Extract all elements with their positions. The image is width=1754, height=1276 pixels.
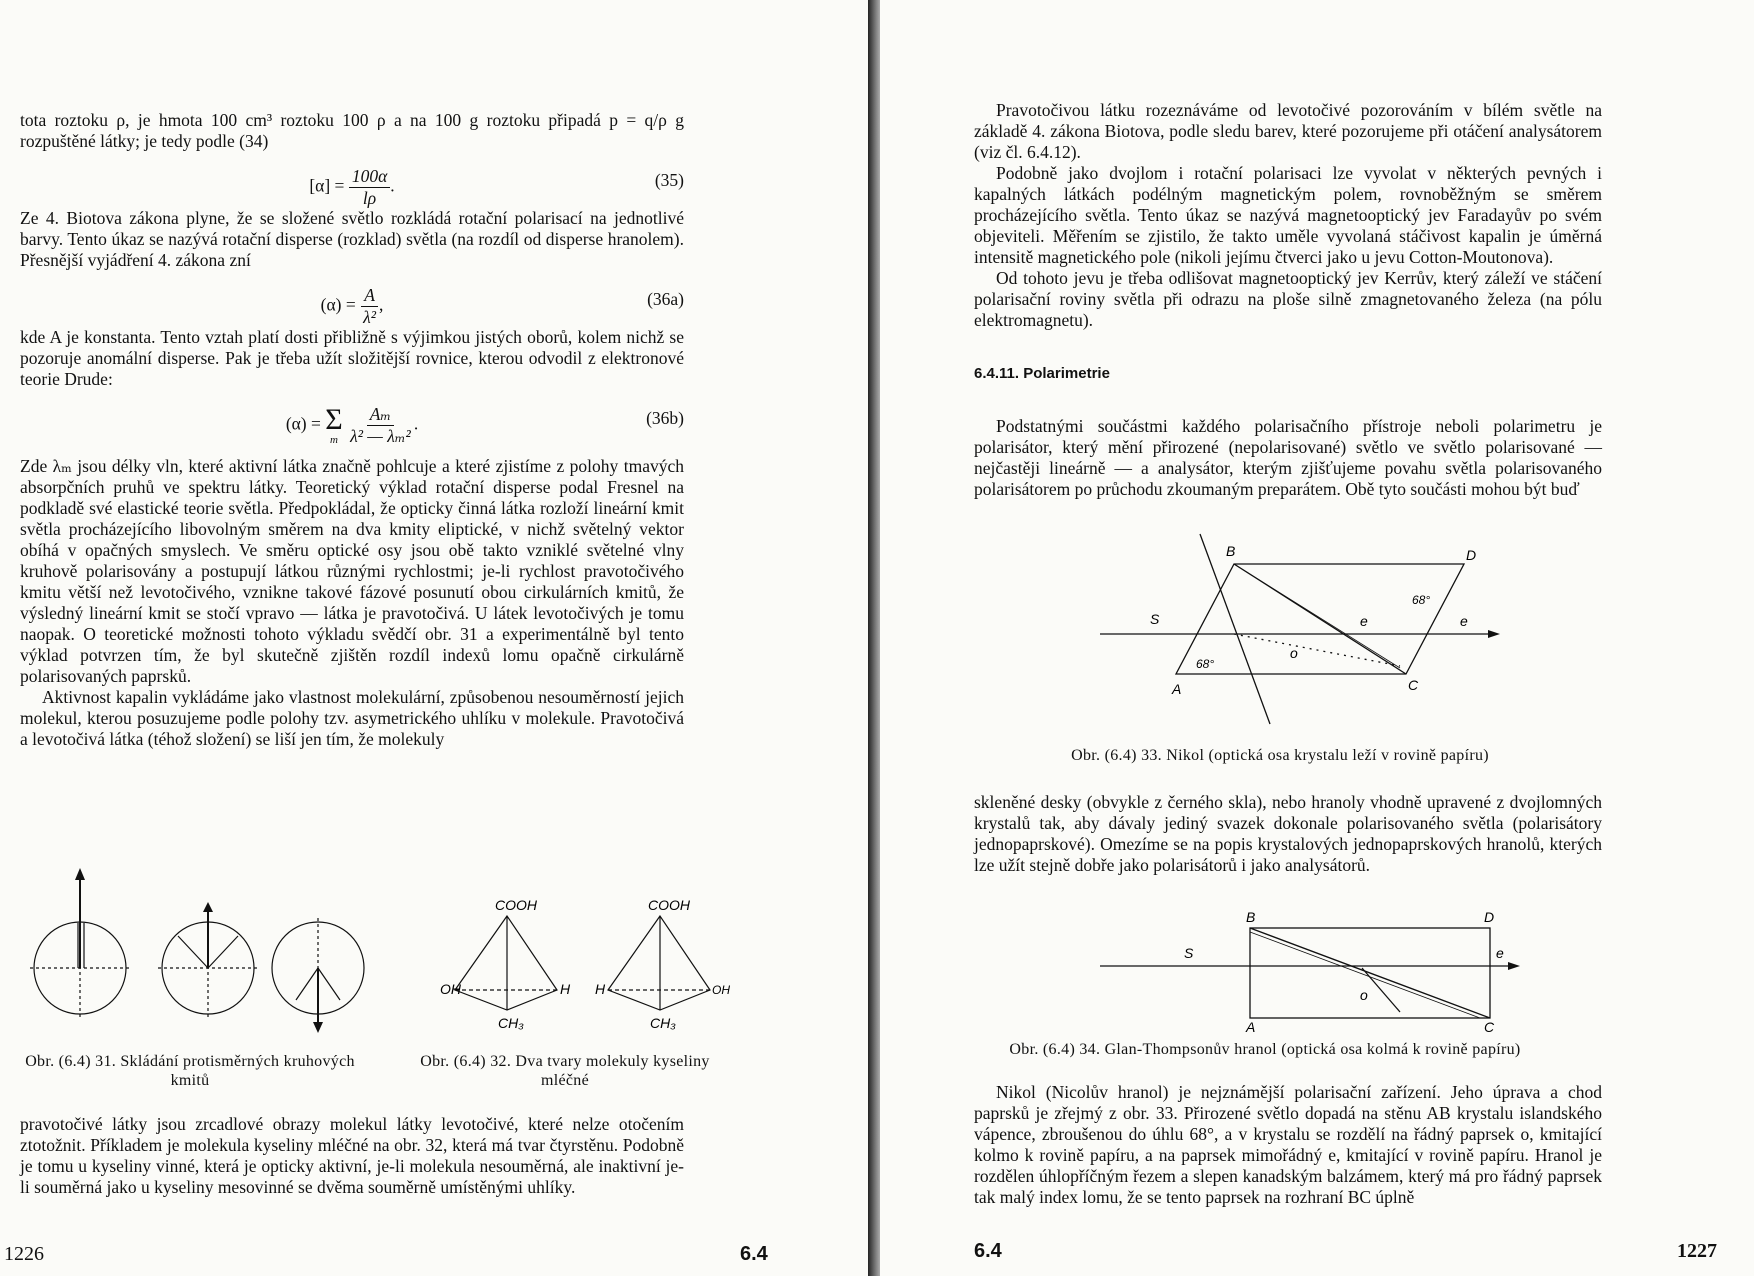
right-para-2: Podobně jako dvojlom i rotační polarisaci lze vyvolat v některých pevných i kapalných látkách podélným magnetickým polem, rovnoběžným se směrem procházejícího světla. Tento úkaz se nazývá magnetooptický jev Faradayův po svém objeviteli. Měřením se zjistilo, že takto uměle vyvolaná stáčivost kapalin je úměrná intensitě magnetického pole (nikoli jejímu čtverci jako u jevu Cotton-Moutonova).	[974, 163, 1602, 267]
right-page	[880, 0, 1754, 1276]
label-d: D	[1484, 909, 1495, 925]
right-para-3: Od tohoto jevu je třeba odlišovat magnetooptický jev Kerrův, který záleží ve stáčení polarisační roviny světla při odrazu na ploše silně zmagnetovaného železa (na pólu elektromagnetu).	[974, 268, 1602, 330]
label-cooh-1: COOH	[495, 897, 537, 913]
label-o: o	[1290, 645, 1298, 661]
label-a: A	[1172, 681, 1182, 697]
label-b: B	[1246, 909, 1256, 925]
label-angle-top: 68°	[1412, 593, 1431, 607]
label-c: C	[1408, 677, 1419, 693]
section-number: 6.4	[740, 1243, 768, 1265]
left-para-1: tota roztoku ρ, je hmota 100 cm³ roztoku 100 ρ a na 100 g roztoku připadá p = q/ρ g rozpuštěné látky; je tedy podle (34)	[20, 110, 684, 151]
label-h-1: H	[560, 981, 571, 997]
left-para-5: Aktivnost kapalin vykládáme jako vlastnost molekulární, způsobenou nesouměrností jejich molekul, kterou posuzujeme podle polohy tzv. asymetrického uhlíku v molekule. Pravotočivá a levotočivá látka (téhož složení) se liší jen tím, že molekuly	[20, 687, 684, 749]
right-text-middle	[974, 792, 1602, 876]
left-text-bottom	[20, 1114, 684, 1198]
right-text-bottom	[974, 1082, 1602, 1208]
label-s: S	[1184, 945, 1194, 961]
figure-31-caption: Obr. (6.4) 31. Skládání protisměrných kruhových kmitů	[25, 1053, 355, 1089]
left-para-4: Zde λₘ jsou délky vln, které aktivní látka značně pohlcuje a které zjistíme z polohy tmavých absorpčních pruhů ve spektru látky. Teoretický výklad rotační disperse podal Fresnel na podkladě své elastické teorie světla. Předpokládal, že opticky činná látka rozloží lineární kmit světla procházejícího libovolným směrem na dva kmity eliptické, v nichž světelný vektor obíhá v opačných smyslech. Ve směru optické osy jsou obě takto vzniklé světelné vlny kruhově polarisovány a postupují látkou různými rychlostmi; je-li rychlost pravotočivého kmitu větší než levotočivého, vznikne takové fázové posunutí obou cirkulárních kmitů, že výsledný lineární kmit se stočí vpravo — látka je pravotočivá. U látek levotočivých je tomu naopak. O teoretické možnosti tohoto výkladu svědčí obr. 31 a experimentálně byl tento výklad potvrzen tím, že byl skutečně zjištěn rozdíl indexů lomu opačně cirkulárně polarisovaných paprsků.	[20, 456, 684, 686]
right-para-4: Podstatnými součástmi každého polarisačního přístroje neboli polarimetru je polarisátor, který mění přirozené (nepolarisované) světlo ve světlo polarisované — nejčastěji lineárně — a analysátor, kterým zjišťujeme povahu světla polarisovaného polarisátorem po průchodu zkoumaným preparátem. Obě tyto součásti mohou být buď	[974, 416, 1602, 499]
figure-33	[1100, 534, 1500, 734]
label-s: S	[1150, 611, 1160, 627]
right-para-6: Nikol (Nicolův hranol) je nejznámější polarisační zařízení. Jeho úprava a chod paprsků je zřejmý z obr. 33. Přirozené světlo dopadá na stěnu AB krystalu islandského vápence, zbroušenou do úhlu 68°, a v krystalu se rozdělí na řádný paprsek o, kmitající kolmo k rovině papíru, a na paprsek mimořádný e, kmitající v rovině papíru. Hranol je rozdělen úhlopříčným řezem a slepen kanadským balzámem, který má pro řádný paprsek tak malý index lomu, že se tento paprsek na rozhraní BC úplně	[974, 1082, 1602, 1207]
left-page	[0, 0, 868, 1276]
section-number: 6.4	[974, 1240, 1002, 1262]
label-h-2: H	[595, 981, 606, 997]
equation-number: (36b)	[646, 408, 684, 428]
label-cooh-2: COOH	[648, 897, 690, 913]
label-o: o	[1360, 987, 1368, 1003]
label-ch3-2: CH₃	[650, 1015, 676, 1031]
left-para-6: pravotočivé látky jsou zrcadlové obrazy molekul látky levotočivé, které nelze otočením ztotožnit. Příkladem je molekula kyseliny mléčné na obr. 32, která má tvar čtyrstěnu. Podobně je tomu u kyseliny vinné, která je opticky aktivní, je-li molekula nesouměrná, ale inaktivní je-li souměrná jako u kyseliny mesovinné se dvěma souměrně umístěnými uhlíky.	[20, 1114, 684, 1197]
label-angle-bottom: 68°	[1196, 657, 1215, 671]
label-c: C	[1484, 1019, 1495, 1035]
left-text-top	[20, 110, 684, 750]
equation-number: (35)	[654, 170, 684, 190]
section-heading: 6.4.11. Polarimetrie	[974, 365, 1110, 382]
figure-31	[18, 868, 348, 1038]
figure-32	[440, 897, 730, 1038]
figure-34	[1100, 904, 1520, 1034]
label-a: A	[1246, 1019, 1256, 1035]
right-text-top	[974, 100, 1602, 500]
equation-36b: (α) = Σ m $\frac{\text{Aₘ}}{\text{λ² — λₘ²}}$ . (36b)	[285, 403, 684, 446]
label-e1: e	[1360, 613, 1368, 629]
page-number: 1227	[1677, 1240, 1717, 1262]
label-e: e	[1496, 945, 1504, 961]
figure-34-caption: Obr. (6.4) 34. Glan-Thompsonův hranol (optická osa kolmá k rovině papíru)	[1009, 1041, 1521, 1058]
equation-35: [α] = $\frac{100\alpha}{l\rho}$ . (35)	[309, 166, 684, 208]
label-b: B	[1226, 543, 1236, 559]
left-para-3: kde A je konstanta. Tento vztah platí dosti přibližně s výjimkou jistých oborů, kolem nichž se pozoruje anomální disperse. Pak je třeba užít složitější rovnice, kterou odvodil z elektronové teorie Drude:	[20, 327, 684, 389]
right-para-1: Pravotočivou látku rozeznáváme od levotočivé pozorováním v bílém světle na základě 4. zákona Biotova, podle sledu barev, které pozorujeme při otáčení analysátorem (viz čl. 6.4.12).	[974, 100, 1602, 162]
figure-32-caption: Obr. (6.4) 32. Dva tvary molekuly kyseliny mléčné	[420, 1053, 710, 1089]
label-e2: e	[1460, 613, 1468, 629]
right-para-5: skleněné desky (obvykle z černého skla), nebo hranoly vhodně upravené z dvojlomných krystalů tak, aby dávaly jediný svazek dokonale polarisovaného světla (polarisátory jednopaprskové). Omezíme se na popis krystalových jednopaprskových hranolů, kterých lze užít stejně dobře jako polarisátorů i jako analysátorů.	[974, 792, 1602, 875]
label-d: D	[1466, 547, 1477, 563]
equation-36a: (α) = $\frac{A}{\text{λ²}}$ , (36a)	[320, 285, 684, 327]
left-para-2: Ze 4. Biotova zákona plyne, že se složené světlo rozkládá rotační polarisací na jednotlivé barvy. Tento úkaz se nazývá rotační disperse (rozklad) světla (na rozdíl od disperse hranolem). Přesnější vyjádření 4. zákona zní	[20, 208, 684, 270]
label-oh-2: OH	[712, 983, 730, 997]
figure-33-caption: Obr. (6.4) 33. Nikol (optická osa krystalu leží v rovině papíru)	[1071, 747, 1489, 764]
equation-number: (36a)	[647, 289, 684, 309]
page-number: 1226	[4, 1243, 44, 1265]
label-oh-1: OH	[440, 981, 461, 997]
label-ch3-1: CH₃	[498, 1015, 524, 1031]
